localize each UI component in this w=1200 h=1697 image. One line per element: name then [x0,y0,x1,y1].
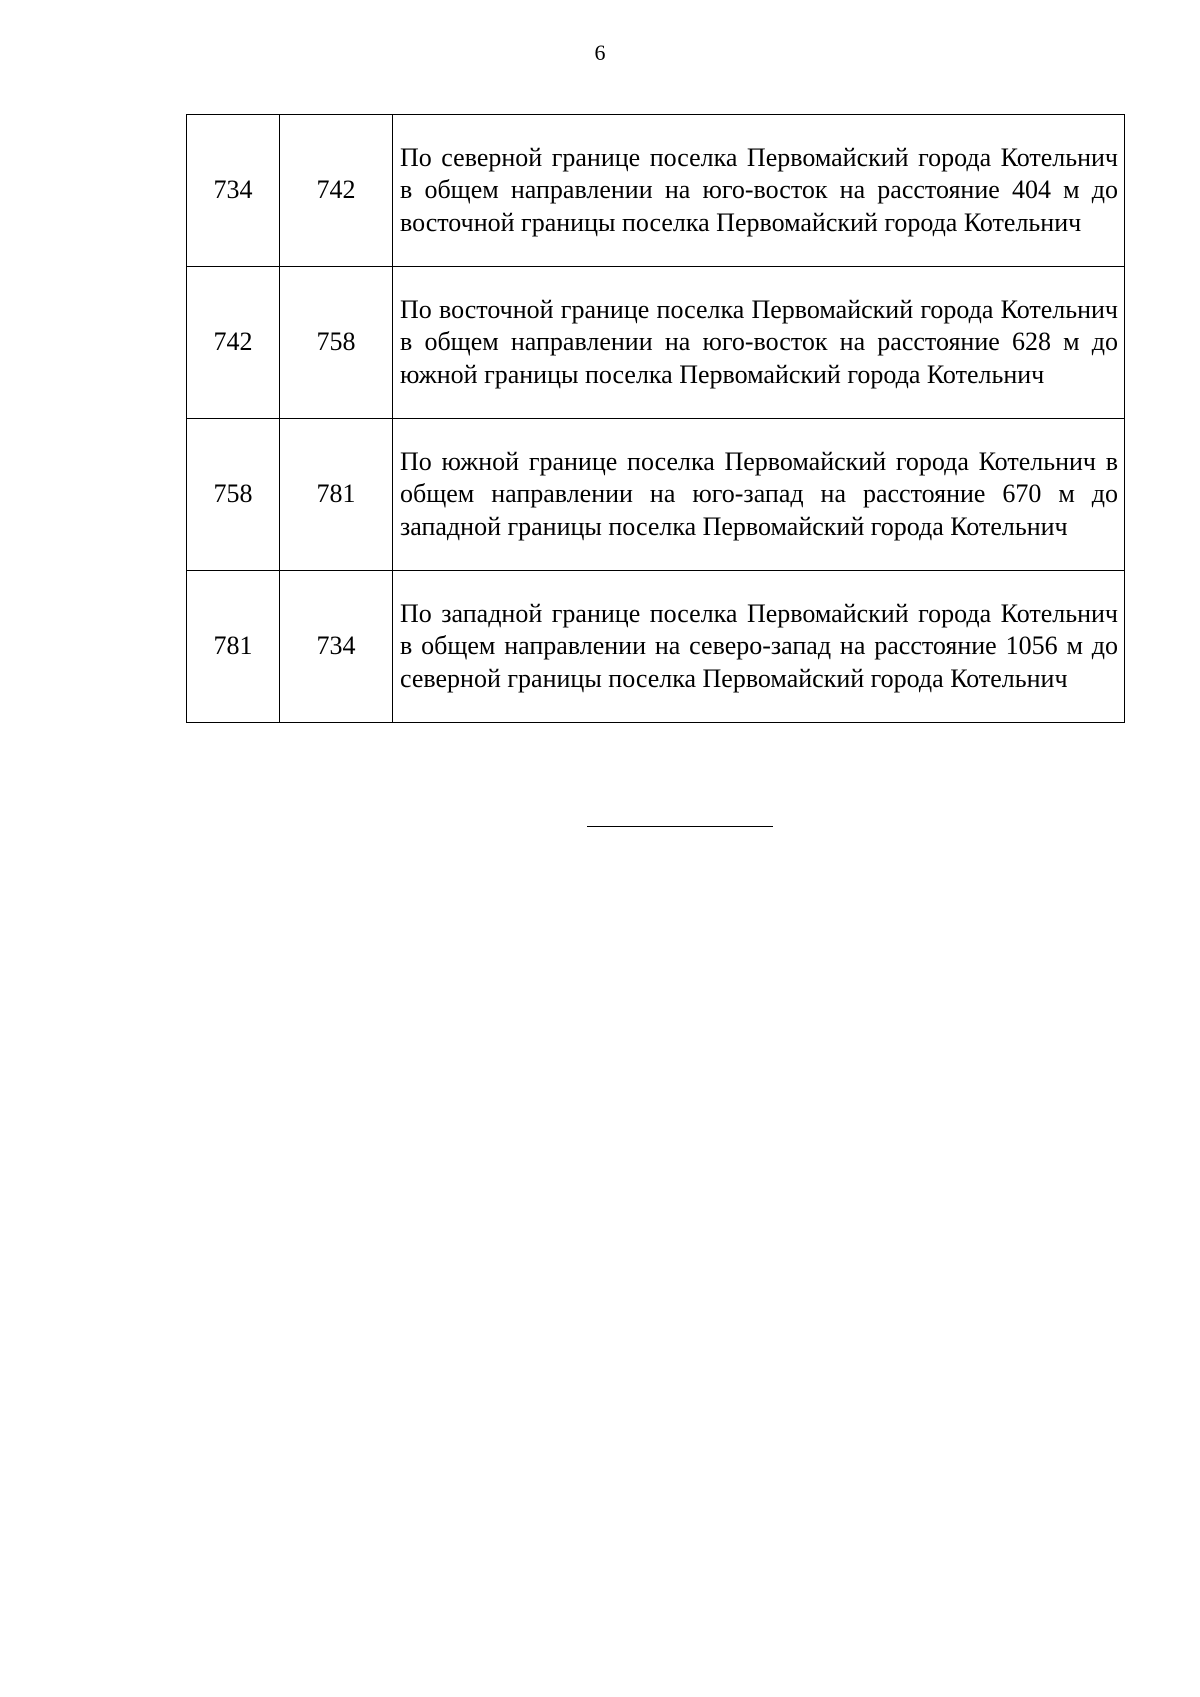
table-row [187,571,1125,723]
boundary-description-cell [393,571,1125,723]
table-row [187,419,1125,571]
from-point-cell: 742 [187,267,280,419]
table-row [187,115,1125,267]
boundary-description: По северной границе поселка Первомайский города Котельнич в общем направлении на юго-восток на расстояние 404 м до восточной границы поселка Первомайский города Котельнич [400,142,1118,237]
page-number: 6 [594,40,606,65]
boundary-table [186,114,1125,723]
from-point-cell: 781 [187,571,280,723]
to-point-cell: 781 [280,419,393,571]
to-point-cell: 734 [280,571,393,723]
to-point-cell: 758 [280,267,393,419]
to-point-cell: 742 [280,115,393,267]
boundary-description-cell [393,419,1125,571]
from-point-cell: 734 [187,115,280,267]
end-of-document-rule [587,826,773,827]
table-row [187,267,1125,419]
boundary-description-cell [393,267,1125,419]
boundary-description: По южной границе поселка Первомайский города Котельнич в общем направлении на юго-запад на расстояние 670 м до западной границы поселка Первомайский города Котельнич [400,446,1118,541]
from-point-cell: 758 [187,419,280,571]
boundary-description: По восточной границе поселка Первомайский города Котельнич в общем направлении на юго-восток на расстояние 628 м до южной границы поселка Первомайский города Котельнич [400,294,1118,389]
boundary-description-cell [393,115,1125,267]
boundary-description: По западной границе поселка Первомайский города Котельнич в общем направлении на северо-запад на расстояние 1056 м до северной границы поселка Первомайский города Котельнич [400,598,1118,693]
